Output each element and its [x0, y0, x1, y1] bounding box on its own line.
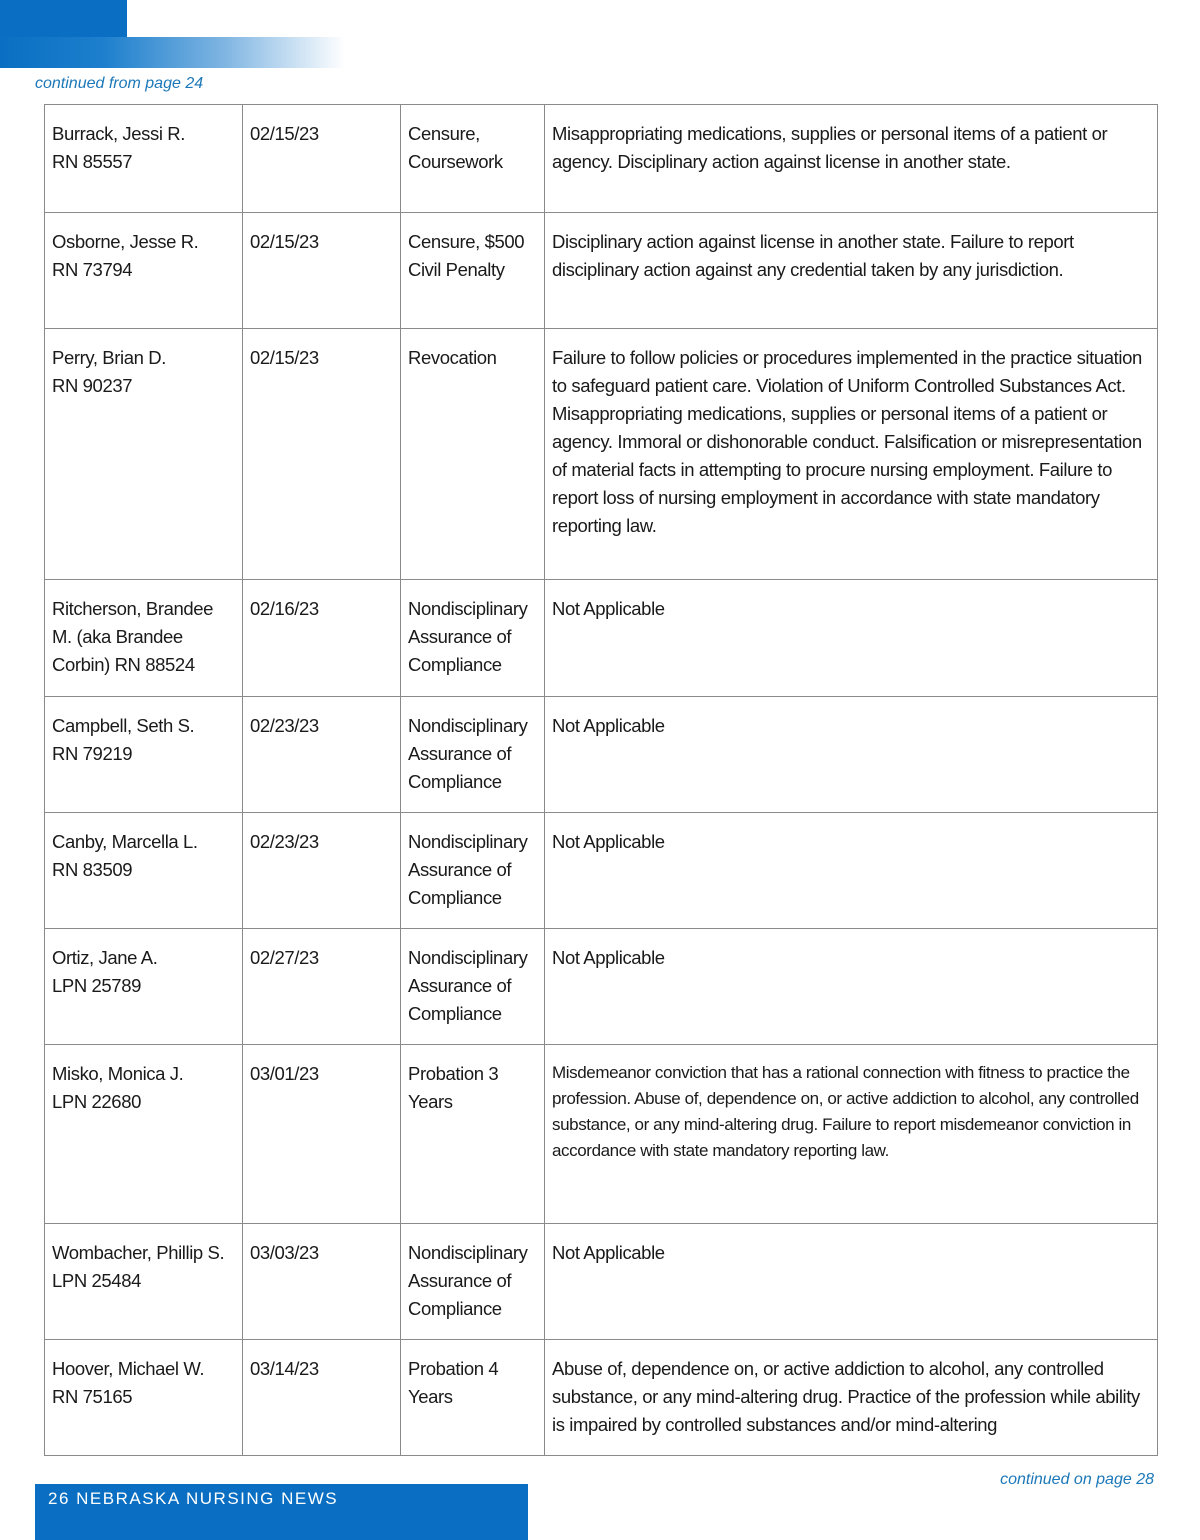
violation-cell: Abuse of, dependence on, or active addiction to alcohol, any controlled substance, or any mind-altering drug. Practice of the profession while ability is impaired by controlled substances and/or mind-altering [545, 1340, 1158, 1456]
action-cell: Probation 3 Years [401, 1045, 545, 1224]
action-cell: Censure, $500 Civil Penalty [401, 213, 545, 329]
action-cell: Probation 4 Years [401, 1340, 545, 1456]
license-number: RN 85557 [52, 151, 133, 172]
violation-cell: Not Applicable [545, 580, 1158, 697]
licensee-name: Perry, Brian D. [52, 347, 166, 368]
date-cell: 02/27/23 [243, 929, 401, 1045]
date-cell: 03/03/23 [243, 1224, 401, 1340]
date-cell: 02/15/23 [243, 213, 401, 329]
table-row [45, 105, 1158, 213]
footer-bar [35, 1484, 528, 1540]
disciplinary-actions-table [44, 104, 1158, 1456]
table-row [45, 1340, 1158, 1456]
license-number: LPN 25484 [52, 1270, 141, 1291]
date-cell: 02/16/23 [243, 580, 401, 697]
licensee-name: Osborne, Jesse R. [52, 231, 199, 252]
violation-cell: Misdemeanor conviction that has a rational connection with fitness to practice the profession. Abuse of, dependence on, or active addiction to alcohol, any controlled substance, or any mind-altering drug. Failure to report misdemeanor conviction in accordance with state mandatory reporting law. [545, 1045, 1158, 1224]
licensee-name: Wombacher, Phillip S. [52, 1242, 225, 1263]
license-number: RN 79219 [52, 743, 133, 764]
page-number-label: 26 NEBRASKA NURSING NEWS [48, 1489, 339, 1508]
table-row [45, 329, 1158, 580]
licensee-name: Ritcherson, Brandee M. (aka Brandee Corbin) RN 88524 [52, 598, 214, 675]
licensee-cell [45, 1045, 243, 1224]
violation-cell: Disciplinary action against license in another state. Failure to report disciplinary action against any credential taken by any jurisdiction. [545, 213, 1158, 329]
action-cell: Nondisciplinary Assurance of Compliance [401, 813, 545, 929]
licensee-name: Burrack, Jessi R. [52, 123, 186, 144]
date-cell: 02/23/23 [243, 697, 401, 813]
violation-cell: Not Applicable [545, 1224, 1158, 1340]
licensee-cell [45, 1340, 243, 1456]
licensee-cell [45, 697, 243, 813]
header-gradient-bar [0, 37, 345, 68]
date-cell: 02/15/23 [243, 329, 401, 580]
license-number: RN 73794 [52, 259, 133, 280]
continued-from-note: continued from page 24 [35, 75, 204, 92]
action-cell: Censure, Coursework [401, 105, 545, 213]
licensee-cell [45, 929, 243, 1045]
violation-cell: Not Applicable [545, 929, 1158, 1045]
date-cell: 02/23/23 [243, 813, 401, 929]
table-row [45, 1224, 1158, 1340]
licensee-cell [45, 813, 243, 929]
table-row [45, 213, 1158, 329]
licensee-cell [45, 213, 243, 329]
table-row [45, 697, 1158, 813]
date-cell: 03/14/23 [243, 1340, 401, 1456]
violation-cell: Misappropriating medications, supplies or personal items of a patient or agency. Disciplinary action against license in another state. [545, 105, 1158, 213]
licensee-name: Misko, Monica J. [52, 1063, 184, 1084]
action-cell: Nondisciplinary Assurance of Compliance [401, 697, 545, 813]
licensee-name: Ortiz, Jane A. [52, 947, 158, 968]
date-cell: 02/15/23 [243, 105, 401, 213]
table-row [45, 813, 1158, 929]
table-row [45, 1045, 1158, 1224]
table-row [45, 580, 1158, 697]
licensee-cell [45, 580, 243, 697]
date-cell: 03/01/23 [243, 1045, 401, 1224]
violation-cell: Not Applicable [545, 813, 1158, 929]
licensee-cell [45, 105, 243, 213]
table-row [45, 929, 1158, 1045]
violation-cell: Failure to follow policies or procedures implemented in the practice situation to safeguard patient care. Violation of Uniform Controlled Substances Act. Misappropriating medications, supplies or personal items of a patient or agency. Immoral or dishonorable conduct. Falsification or misrepresentation of material facts in attempting to procure nursing employment. Failure to report loss of nursing employment in accordance with state mandatory reporting law. [545, 329, 1158, 580]
action-cell: Nondisciplinary Assurance of Compliance [401, 580, 545, 697]
licensee-name: Canby, Marcella L. [52, 831, 198, 852]
licensee-name: Campbell, Seth S. [52, 715, 195, 736]
action-cell: Revocation [401, 329, 545, 580]
license-number: LPN 22680 [52, 1091, 141, 1112]
continued-on-note: continued on page 28 [1000, 1471, 1154, 1488]
license-number: RN 75165 [52, 1386, 133, 1407]
licensee-cell [45, 329, 243, 580]
licensee-cell [45, 1224, 243, 1340]
licensee-name: Hoover, Michael W. [52, 1358, 205, 1379]
license-number: LPN 25789 [52, 975, 141, 996]
action-cell: Nondisciplinary Assurance of Compliance [401, 1224, 545, 1340]
violation-cell: Not Applicable [545, 697, 1158, 813]
action-cell: Nondisciplinary Assurance of Compliance [401, 929, 545, 1045]
license-number: RN 90237 [52, 375, 133, 396]
license-number: RN 83509 [52, 859, 133, 880]
